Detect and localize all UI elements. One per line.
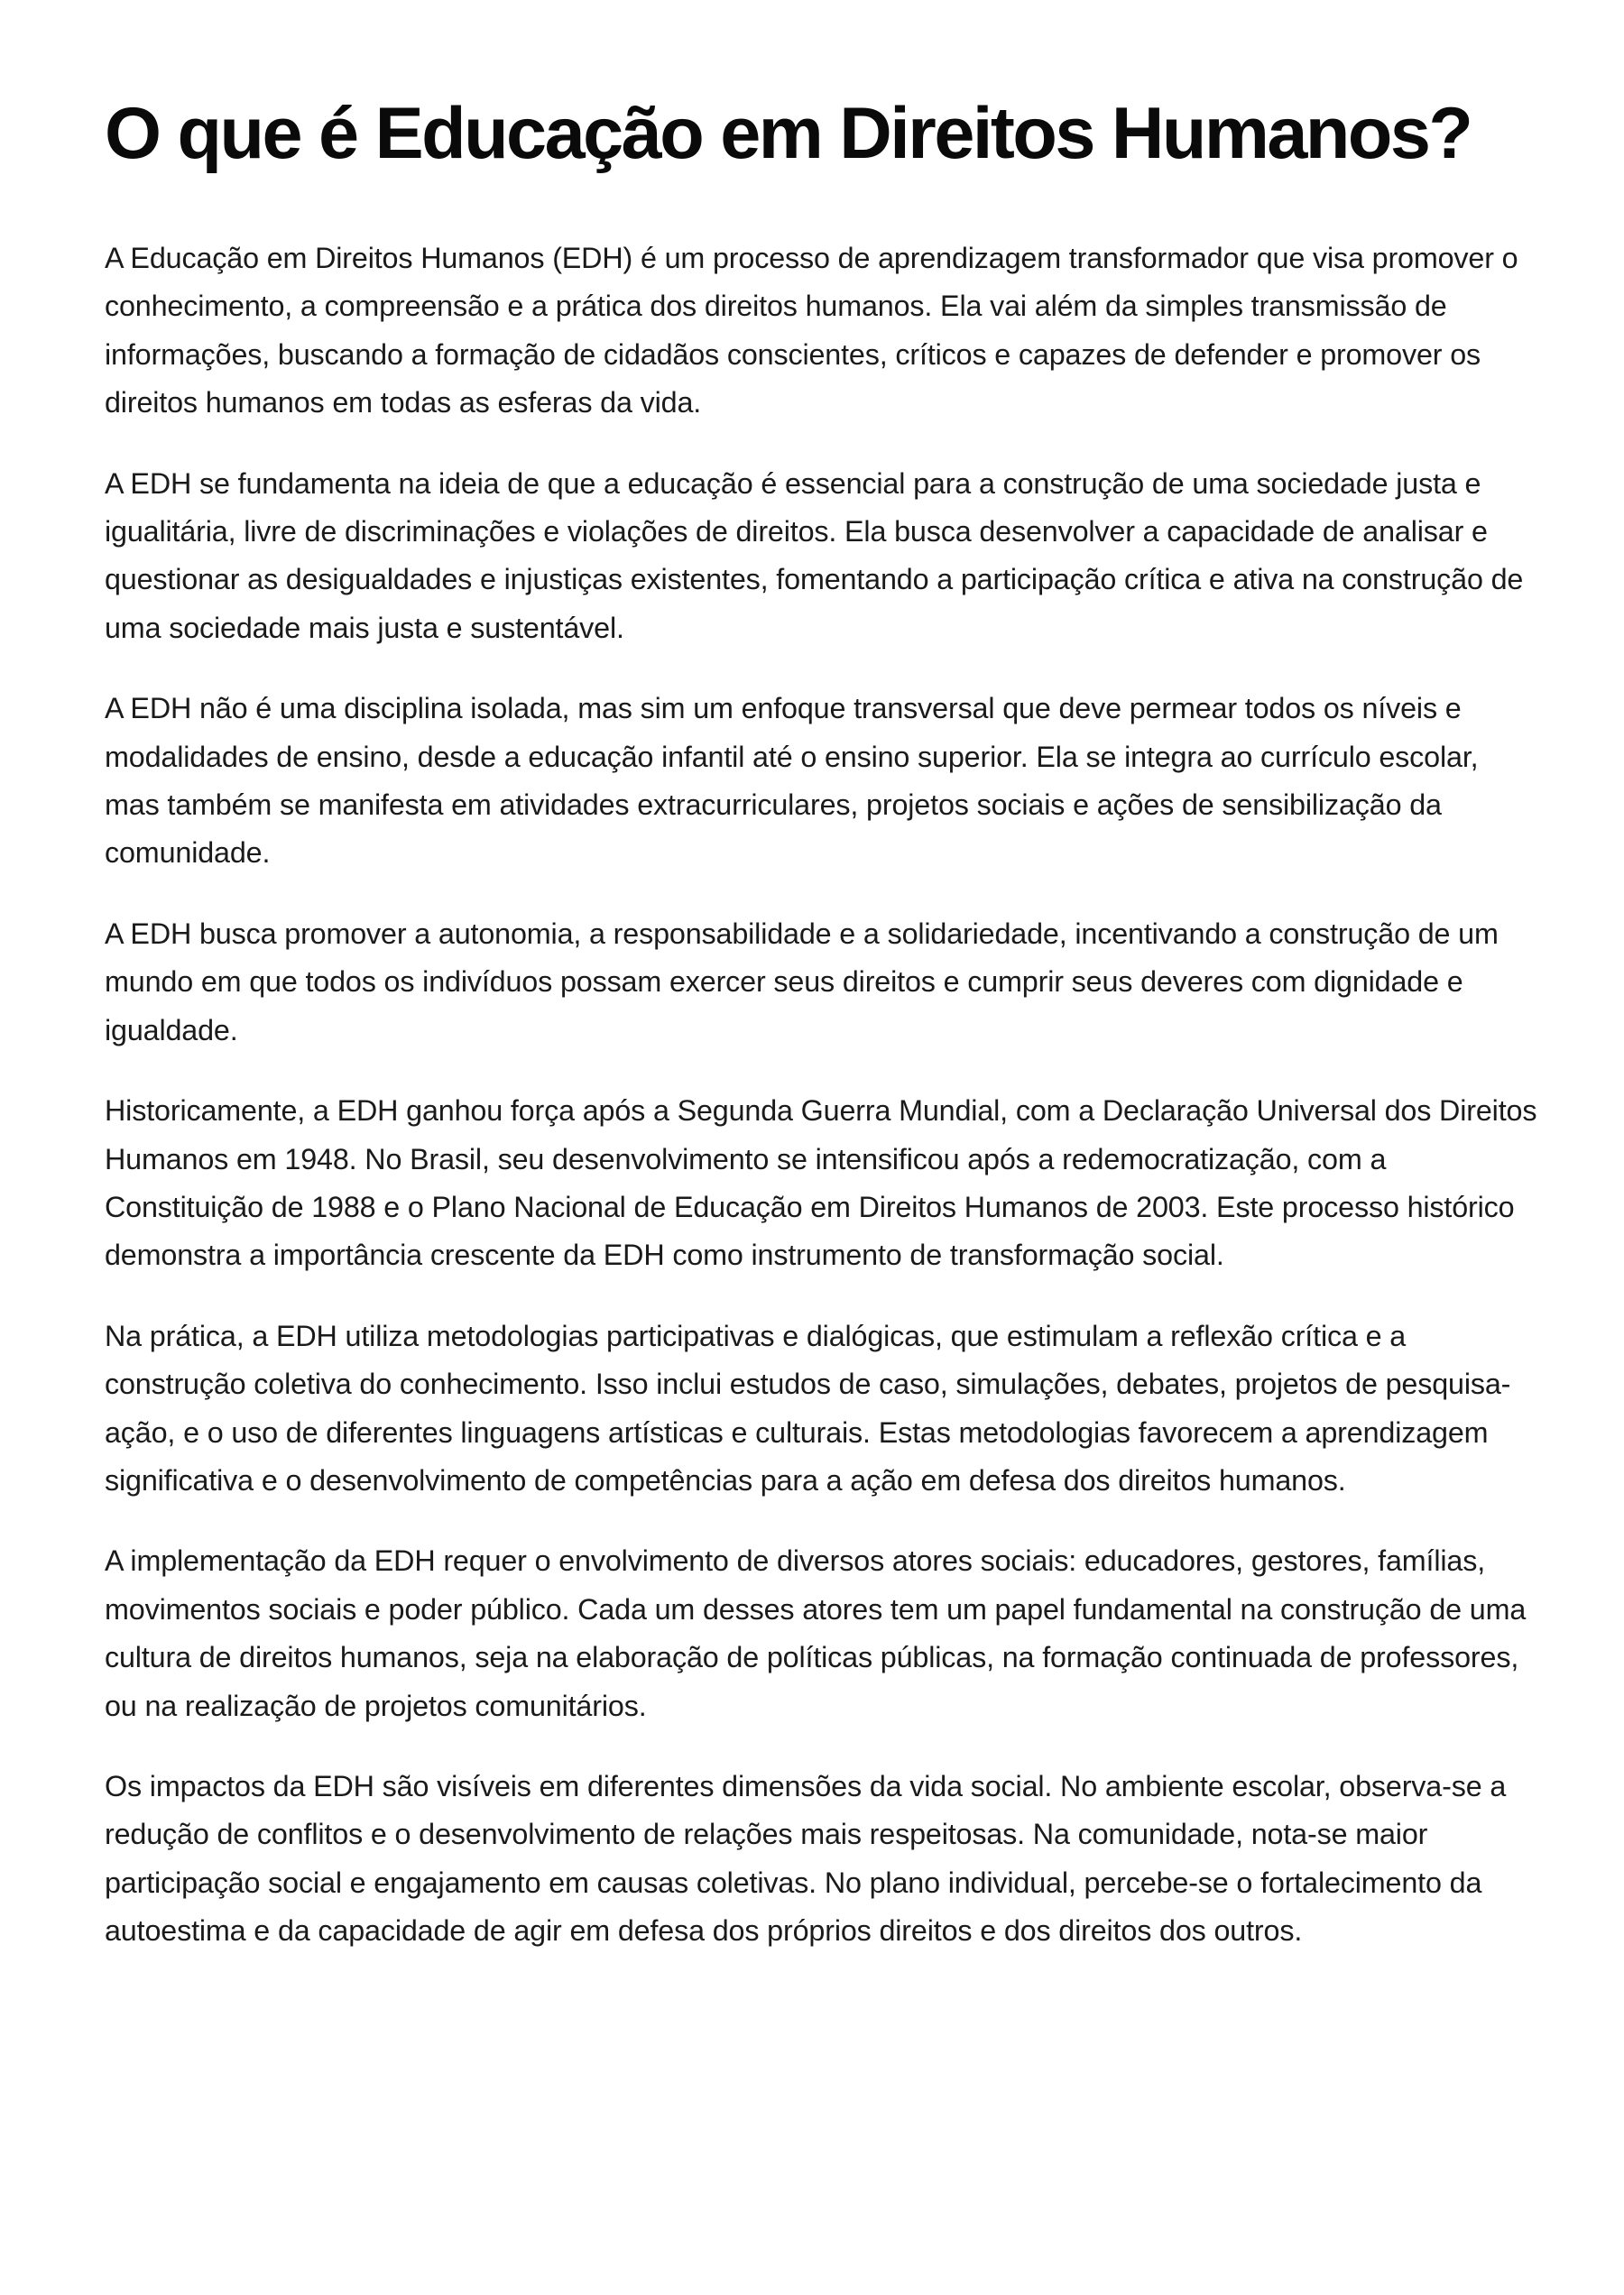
paragraph-intro: A Educação em Direitos Humanos (EDH) é um processo de aprendizagem transformador que visa promover o conhecimento, a compreensão e a prática dos direitos humanos. Ela vai além da simples transmissão de informações, buscando a formação de cidadãos conscientes, críticos e capazes de defender e promover os direitos humanos em todas as esferas da vida. [105,242,1518,419]
paragraph-autonomy: A EDH busca promover a autonomia, a responsabilidade e a solidariedade, incentivando a construção de um mundo em que todos os indivíduos possam exercer seus direitos e cumprir seus deveres com dignidade e igualdade. [105,917,1499,1046]
document-body [105,235,1539,1988]
paragraph-implementation: A implementação da EDH requer o envolvimento de diversos atores sociais: educadores, gestores, famílias, movimentos sociais e poder público. Cada um desses atores tem um papel fundamental na construção de uma cultura de direitos humanos, seja na elaboração de políticas públicas, na formação continuada de professores, ou na realização de projetos comunitários. [105,1544,1527,1722]
paragraph-transversal: A EDH não é uma disciplina isolada, mas sim um enfoque transversal que deve permear todos os níveis e modalidades de ensino, desde a educação infantil até o ensino superior. Ela se integra ao currículo escolar, mas também se manifesta em atividades extracurriculares, projetos sociais e ações de sensibilização da comunidade. [105,692,1479,870]
paragraph-impacts: Os impactos da EDH são visíveis em diferentes dimensões da vida social. No ambiente escolar, observa-se a redução de conflitos e o desenvolvimento de relações mais respeitosas. Na comunidade, nota-se maior participação social e engajamento em causas coletivas. No plano individual, percebe-se o fortalecimento da autoestima e da capacidade de agir em defesa dos próprios direitos e dos direitos dos outros. [105,1769,1507,1948]
paragraph-history: Historicamente, a EDH ganhou força após a Segunda Guerra Mundial, com a Declaração Universal dos Direitos Humanos em 1948. No Brasil, seu desenvolvimento se intensificou após a redemocratização, com a Constituição de 1988 e o Plano Nacional de Educação em Direitos Humanos de 2003. Este processo histórico demonstra a importância crescente da EDH como instrumento de transformação social. [105,1094,1537,1272]
paragraph-practice: Na prática, a EDH utiliza metodologias participativas e dialógicas, que estimulam a reflexão crítica e a construção coletiva do conhecimento. Isso inclui estudos de caso, simulações, debates, projetos de pesquisa-ação, e o uso de diferentes linguagens artísticas e culturais. Estas metodologias favorecem a aprendizagem significativa e o desenvolvimento de competências para a ação em defesa dos direitos humanos. [105,1319,1511,1497]
document-page [105,87,1539,1948]
page-title: O que é Educação em Direitos Humanos? [105,93,1472,174]
paragraph-foundation: A EDH se fundamenta na ideia de que a educação é essencial para a construção de uma sociedade justa e igualitária, livre de discriminações e violações de direitos. Ela busca desenvolver a capacidade de analisar e questionar as desigualdades e injustiças existentes, fomentando a participação crítica e ativa na construção de uma sociedade mais justa e sustentável. [105,466,1524,644]
